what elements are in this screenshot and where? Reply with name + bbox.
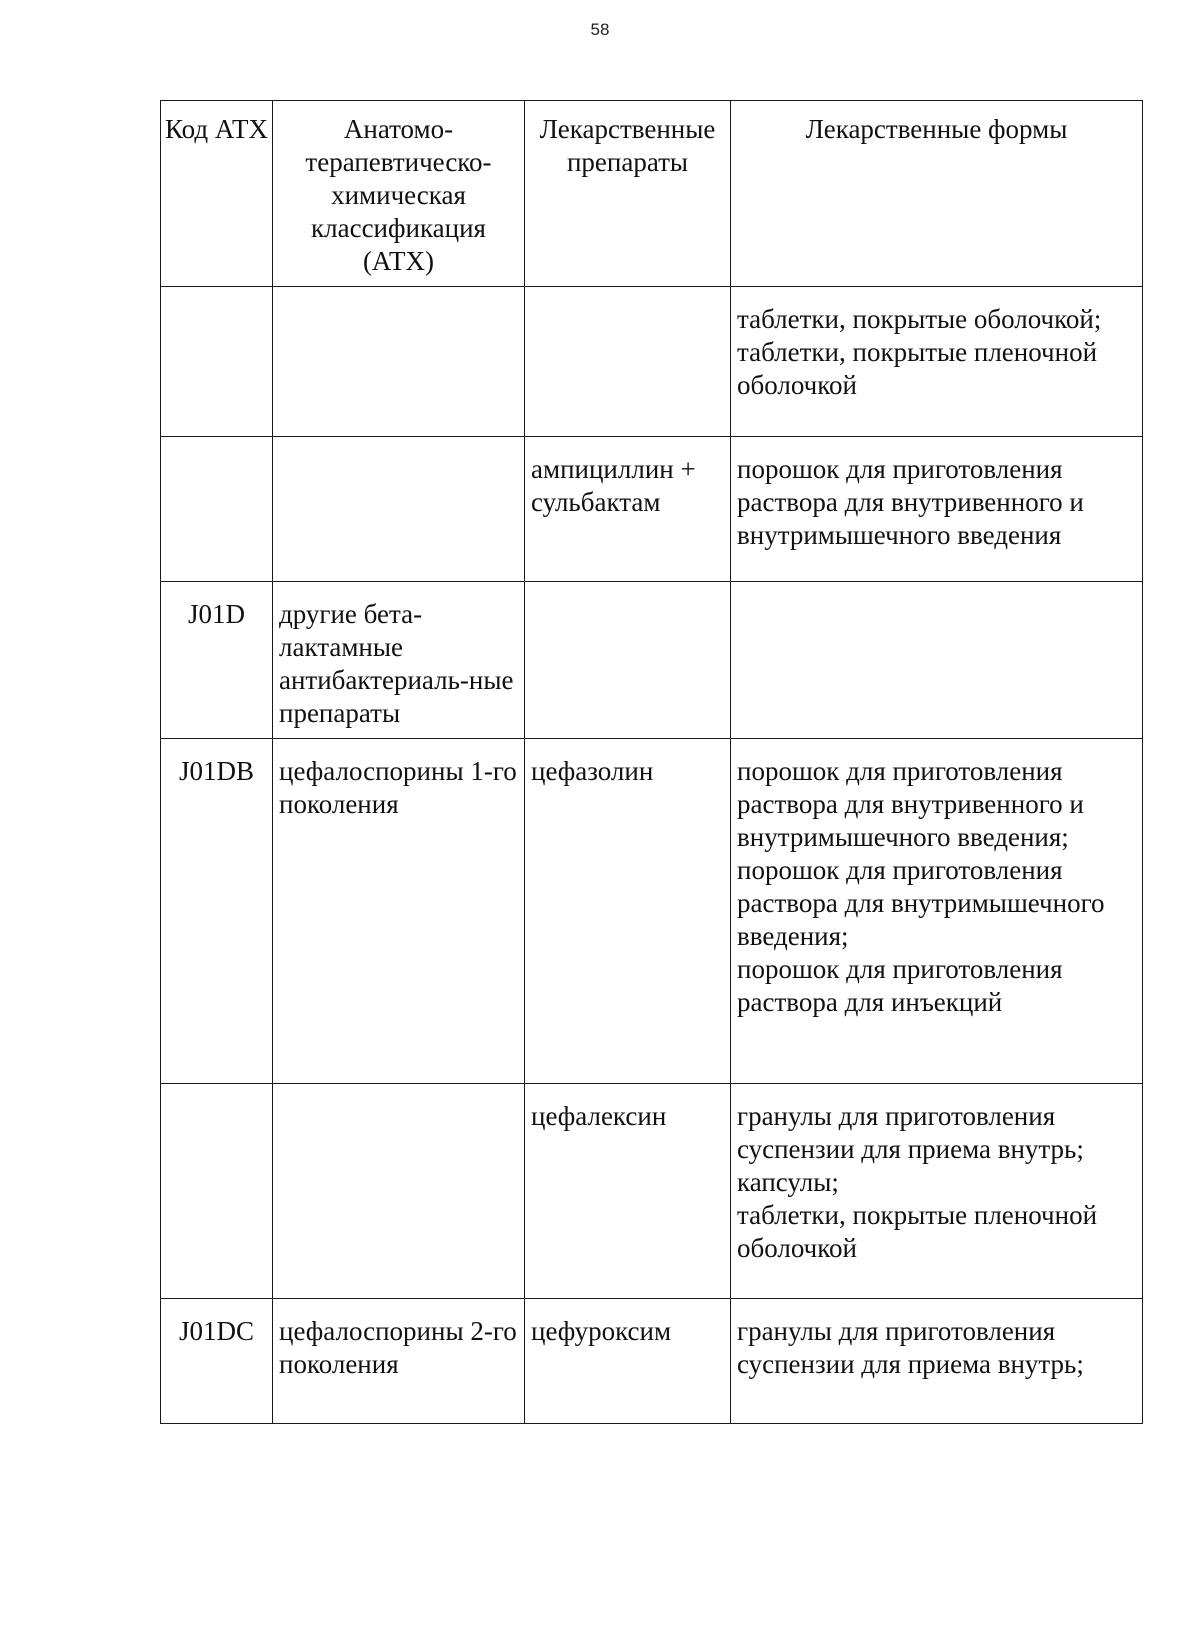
- table-row: [161, 437, 1143, 582]
- header-classification: Анатомо-терапевтическо-химическая классификация (АТХ): [273, 101, 525, 287]
- header-drugs: Лекарственные препараты: [525, 101, 731, 287]
- classification-cell: цефалоспорины 1-го поколения: [273, 739, 525, 1084]
- code-cell: [161, 437, 273, 582]
- header-code: Код АТХ: [161, 101, 273, 287]
- table-row: [161, 287, 1143, 437]
- drug-cell: цефуроксим: [525, 1299, 731, 1424]
- table-row: [161, 739, 1143, 1084]
- drug-cell: [525, 287, 731, 437]
- classification-cell: цефалоспорины 2-го поколения: [273, 1299, 525, 1424]
- table-row: [161, 1084, 1143, 1299]
- drug-cell: ампициллин + сульбактам: [525, 437, 731, 582]
- header-forms: Лекарственные формы: [731, 101, 1143, 287]
- forms-cell: гранулы для приготовления суспензии для приема внутрь;: [731, 1299, 1143, 1424]
- code-cell: J01DB: [161, 739, 273, 1084]
- table-header-row: [161, 101, 1143, 287]
- table-row: [161, 582, 1143, 739]
- forms-cell: порошок для приготовления раствора для внутривенного и внутримышечного введения; порошок для приготовления раствора для внутримышечного введения; порошок для приготовления раствора для инъекций: [731, 739, 1143, 1084]
- classification-cell: [273, 1084, 525, 1299]
- code-cell: J01D: [161, 582, 273, 739]
- classification-cell: другие бета-лактамные антибактериаль-ные препараты: [273, 582, 525, 739]
- drug-cell: цефазолин: [525, 739, 731, 1084]
- page-number: 58: [590, 20, 610, 39]
- drug-cell: цефалексин: [525, 1084, 731, 1299]
- code-cell: [161, 287, 273, 437]
- classification-cell: [273, 287, 525, 437]
- forms-cell: порошок для приготовления раствора для внутривенного и внутримышечного введения: [731, 437, 1143, 582]
- forms-cell: [731, 582, 1143, 739]
- code-cell: J01DC: [161, 1299, 273, 1424]
- table-row: [161, 1299, 1143, 1424]
- forms-cell: гранулы для приготовления суспензии для приема внутрь; капсулы; таблетки, покрытые пленочной оболочкой: [731, 1084, 1143, 1299]
- forms-cell: таблетки, покрытые оболочкой; таблетки, покрытые пленочной оболочкой: [731, 287, 1143, 437]
- atx-table: [160, 100, 1143, 1424]
- classification-cell: [273, 437, 525, 582]
- code-cell: [161, 1084, 273, 1299]
- drug-cell: [525, 582, 731, 739]
